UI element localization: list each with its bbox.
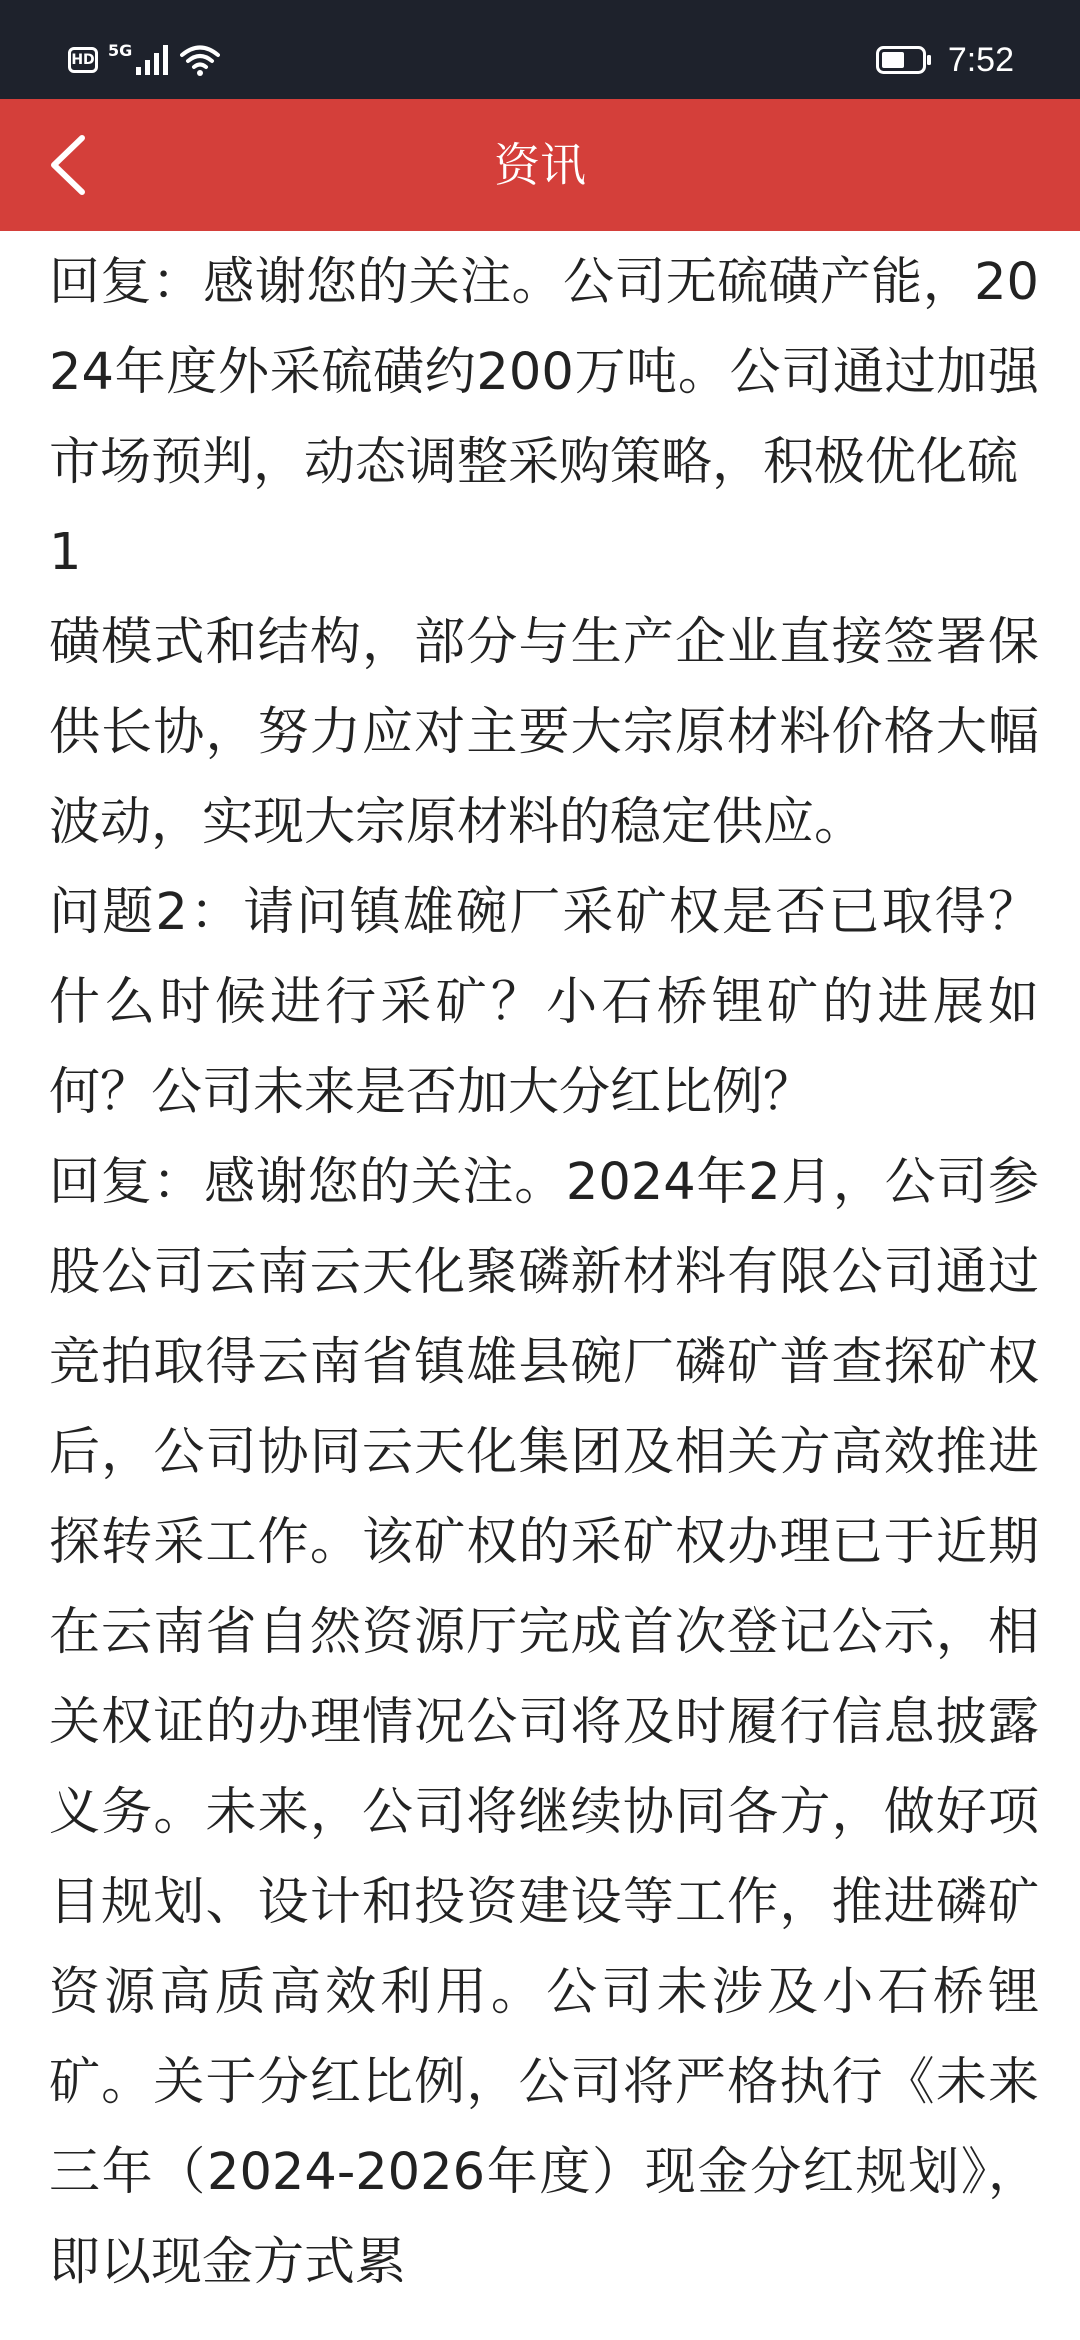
article-paragraph: 回复：感谢您的关注。2024年2月，公司参股公司云南云天化聚磷新材料有限公司通过竞拍取得云南省镇雄县碗厂磷矿普查探矿权后，公司协同云天化集团及相关方高效推进探转采工作。该矿权的采矿权办理已于近期在云南省自然资源厅完成首次登记公示，相关权证的办理情况公司将及时履行信息披露义务。未来，公司将继续协同各方，做好项目规划、设计和投资建设等工作，推进磷矿资源高质高效利用。公司未涉及小石桥锂矿。关于分红比例，公司将严格执行《未来三年（2024-2026年度）现金分红规划》，即以现金方式累 <box>49 1153 1039 2292</box>
status-bar <box>0 0 1080 99</box>
battery-icon <box>876 46 932 74</box>
hd-badge: HD <box>68 47 98 73</box>
article-paragraph: 磺模式和结构，部分与生产企业直接签署保供长协，努力应对主要大宗原材料价格大幅波动，实现大宗原材料的稳定供应。 <box>49 613 1039 852</box>
status-indicators <box>68 38 220 82</box>
network-type-label: 5G <box>108 40 133 60</box>
status-right-group <box>876 36 1014 84</box>
back-button[interactable] <box>26 123 110 207</box>
signal-icon <box>136 45 170 75</box>
article-body <box>49 238 1039 2308</box>
status-time: 7:52 <box>947 40 1014 79</box>
article-paragraph: 回复：感谢您的关注。公司无硫磺产能，2024年度外采硫磺约200万吨。公司通过加强市场预判，动态调整采购策略，积极优化硫 <box>49 253 1039 492</box>
article-paragraph: 问题2：请问镇雄碗厂采矿权是否已取得？什么时候进行采矿？小石桥锂矿的进展如何？公司未来是否加大分红比例？ <box>49 883 1039 1122</box>
app-header <box>0 99 1080 231</box>
wifi-icon <box>180 44 220 76</box>
chevron-left-icon <box>48 135 88 195</box>
page-title: 资讯 <box>494 138 586 192</box>
article-paragraph: 1 <box>49 523 82 582</box>
